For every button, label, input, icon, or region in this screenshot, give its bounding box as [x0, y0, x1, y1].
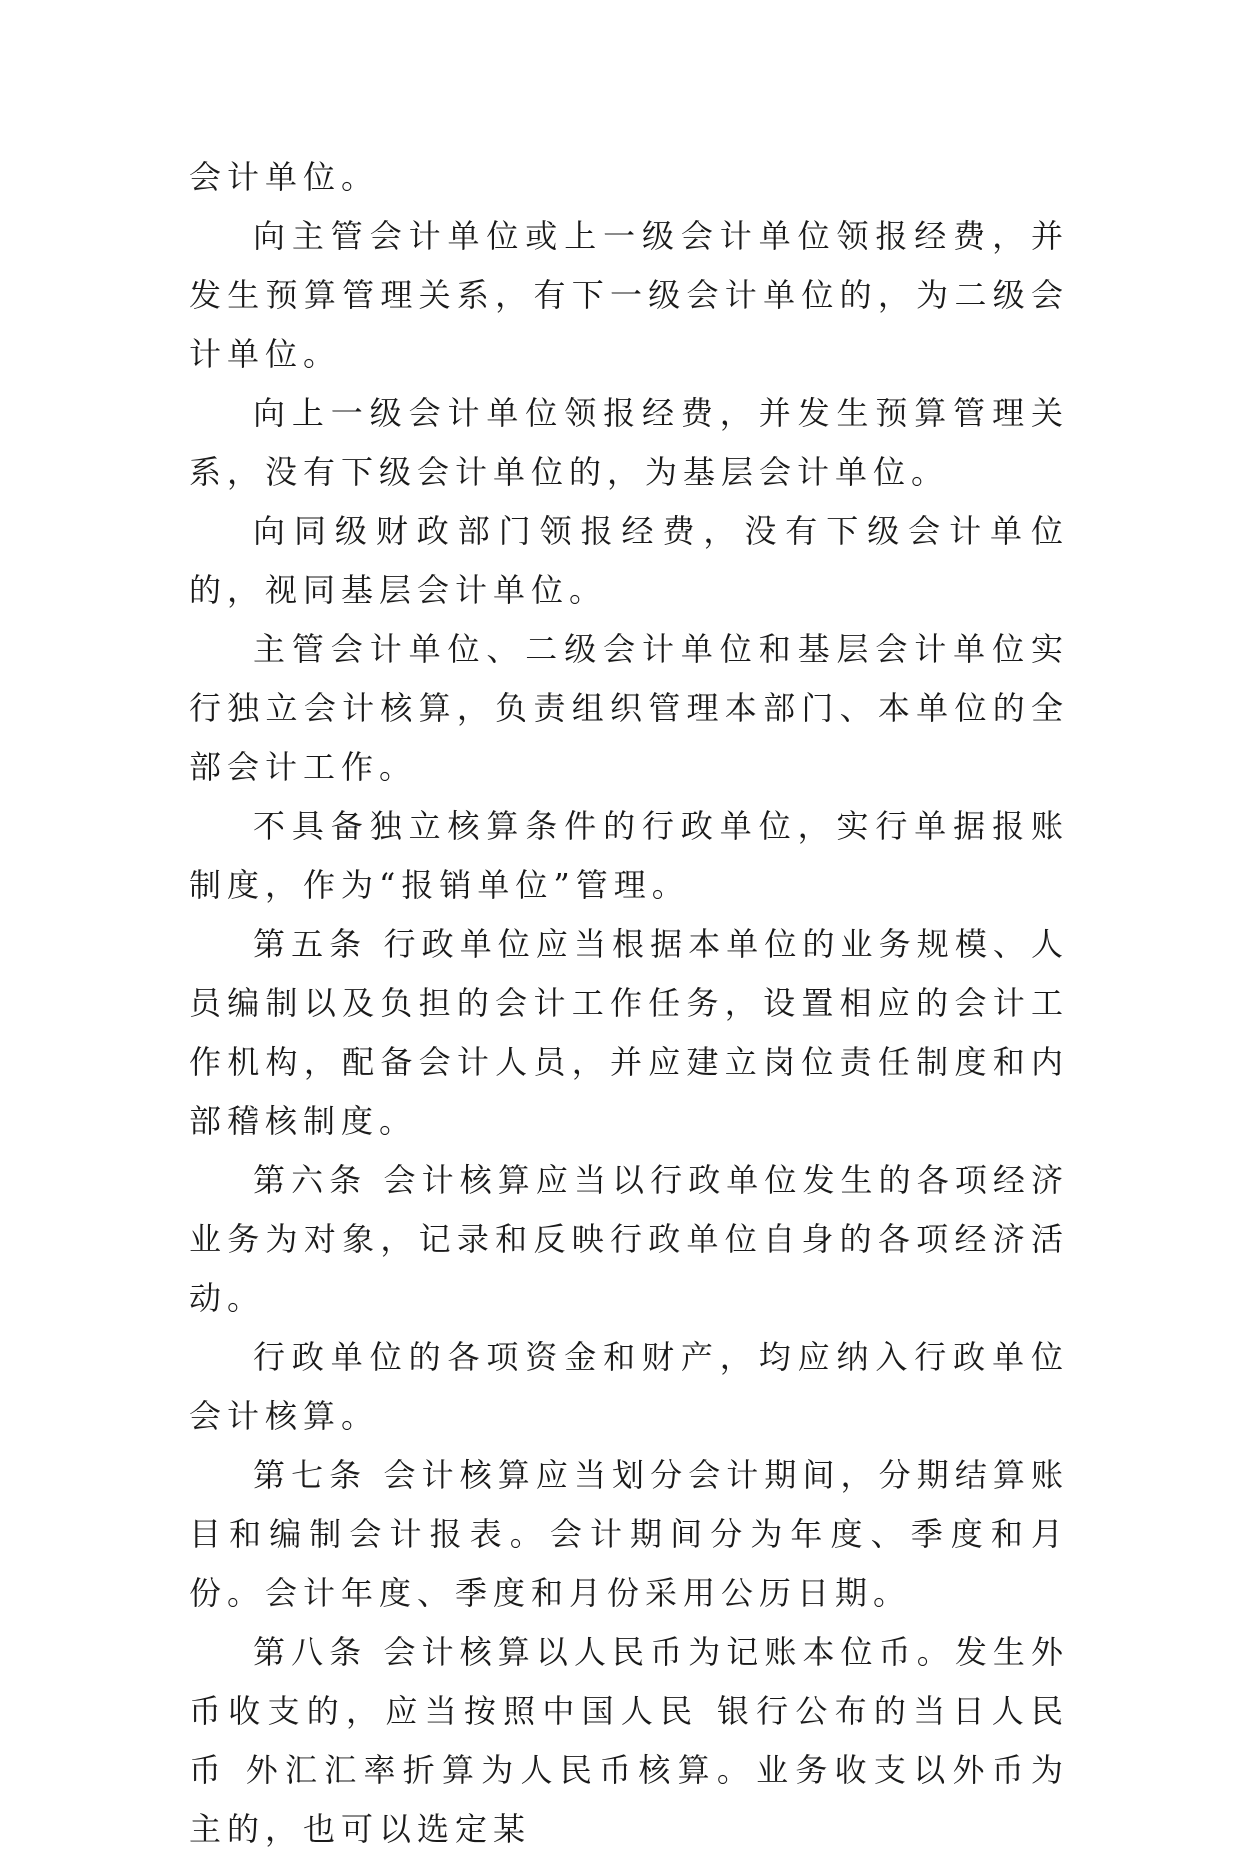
paragraph: 不具备独立核算条件的行政单位，实行单据报账制度，作为“报销单位”管理。	[189, 807, 1069, 904]
paragraph: 向上一级会计单位领报经费，并发生预算管理关系，没有下级会计单位的，为基层会计单位。	[189, 394, 1069, 491]
paragraph: 向同级财政部门领报经费，没有下级会计单位的，视同基层会计单位。	[189, 512, 1069, 609]
paragraph: 向主管会计单位或上一级会计单位领报经费，并发生预算管理关系，有下一级会计单位的，为二级会计单位。	[189, 217, 1069, 373]
article-5-paragraph: 第五条 行政单位应当根据本单位的业务规模、人员编制以及负担的会计工作任务，设置相应的会计工作机构，配备会计人员，并应建立岗位责任制度和内部稽核制度。	[189, 925, 1069, 1140]
article-6-paragraph: 第六条 会计核算应当以行政单位发生的各项经济业务为对象，记录和反映行政单位自身的各项经济活动。	[189, 1161, 1069, 1317]
paragraph: 会计单位。	[189, 158, 380, 196]
article-7-paragraph: 第七条 会计核算应当划分会计期间，分期结算账目和编制会计报表。会计期间分为年度、季度和月份。会计年度、季度和月份采用公历日期。	[189, 1456, 1069, 1612]
paragraph: 主管会计单位、二级会计单位和基层会计单位实行独立会计核算，负责组织管理本部门、本单位的全部会计工作。	[189, 630, 1069, 786]
body-text	[189, 148, 1069, 1859]
article-8-paragraph: 第八条 会计核算以人民币为记账本位币。发生外币收支的，应当按照中国人民 银行公布的当日人民币 外汇汇率折算为人民币核算。业务收支以外币为主的，也可以选定某	[189, 1633, 1069, 1848]
paragraph: 行政单位的各项资金和财产，均应纳入行政单位会计核算。	[189, 1338, 1069, 1435]
